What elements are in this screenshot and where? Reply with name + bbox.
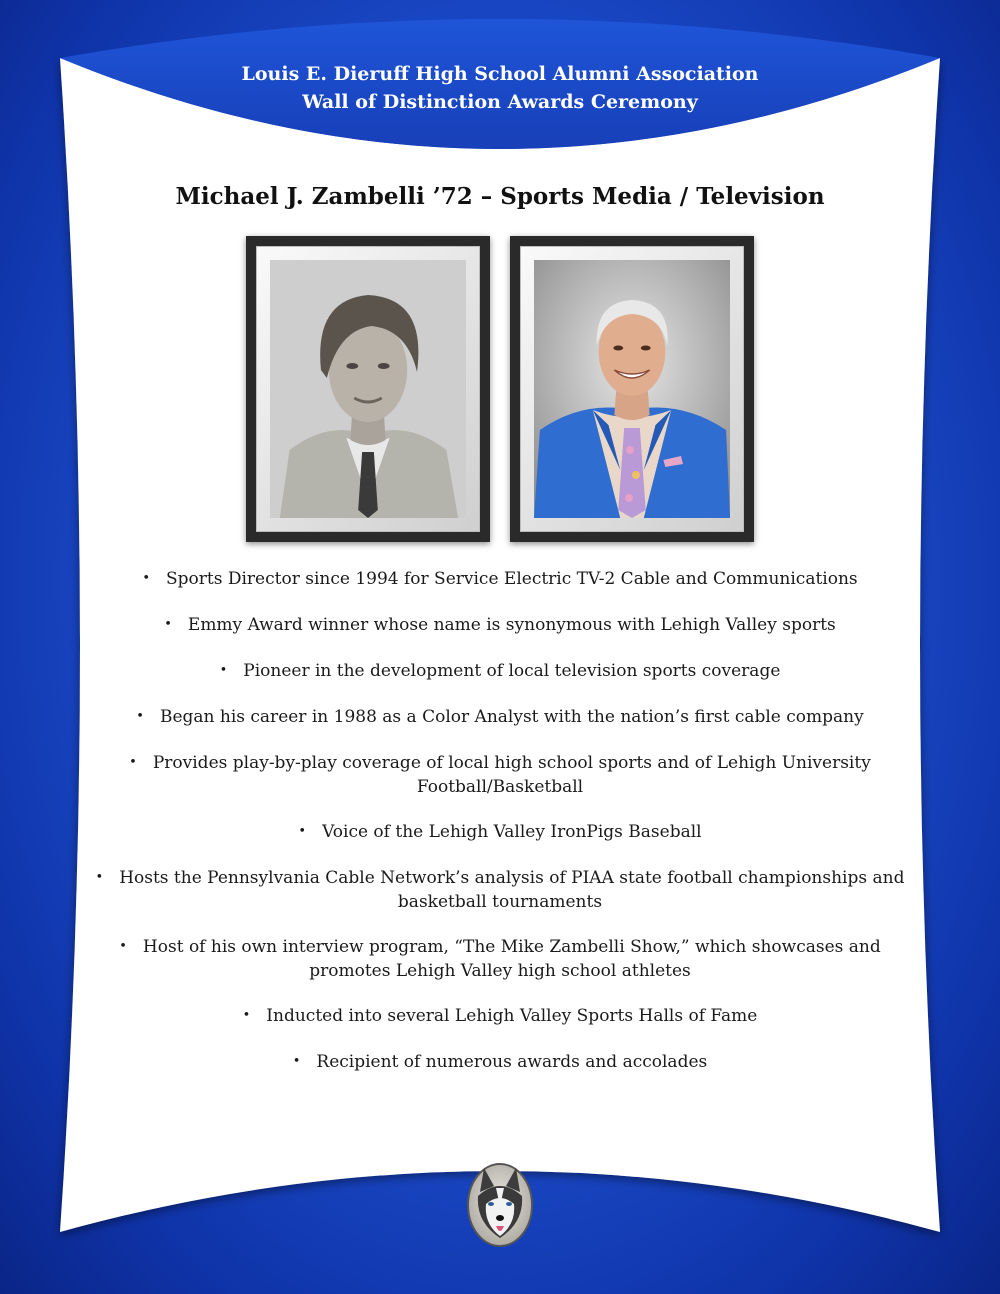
- bullet-icon: •: [292, 1054, 301, 1069]
- list-item: • Sports Director since 1994 for Service Electric TV-2 Cable and Communications: [142, 569, 858, 589]
- list-item: • Recipient of numerous awards and accolades: [292, 1052, 708, 1072]
- photo-mat: [520, 246, 744, 532]
- header-line-1: Louis E. Dieruff High School Alumni Association: [241, 63, 759, 85]
- list-item: • Inducted into several Lehigh Valley Sports Halls of Fame: [242, 1006, 758, 1026]
- list-item: • Hosts the Pennsylvania Cable Network’s analysis of PIAA state football championships and basketball tournaments: [95, 868, 905, 912]
- bullet-icon: •: [242, 1008, 251, 1023]
- bullet-icon: •: [119, 939, 127, 954]
- bullet-icon: •: [164, 617, 172, 632]
- list-item: • Began his career in 1988 as a Color Analyst with the nation’s first cable company: [136, 707, 864, 727]
- photo-frame-current: [510, 236, 754, 542]
- bullet-icon: •: [142, 571, 151, 586]
- husky-mascot-icon: [466, 1162, 534, 1248]
- bullet-icon: •: [95, 870, 104, 885]
- list-item: • Host of his own interview program, “The Mike Zambelli Show,” which showcases and promotes Lehigh Valley high school athletes: [119, 937, 881, 981]
- bullet-icon: •: [219, 663, 228, 678]
- photo-frame-yearbook: [246, 236, 490, 542]
- bullet-icon: •: [129, 755, 137, 770]
- list-item: • Provides play-by-play coverage of local high school sports and of Lehigh University Football/Basketball: [129, 753, 871, 797]
- honoree-title: Michael J. Zambelli ’72 – Sports Media / Television: [175, 183, 825, 210]
- current-portrait-image: [534, 260, 730, 518]
- yearbook-portrait-image: [270, 260, 466, 518]
- list-item: • Voice of the Lehigh Valley IronPigs Baseball: [298, 822, 702, 842]
- list-item: • Pioneer in the development of local television sports coverage: [219, 661, 781, 681]
- bullet-icon: •: [136, 709, 144, 724]
- bullet-icon: •: [298, 824, 307, 839]
- photo-mat: [256, 246, 480, 532]
- header: [0, 60, 1000, 116]
- header-line-2: Wall of Distinction Awards Ceremony: [302, 91, 698, 113]
- list-item: • Emmy Award winner whose name is synonymous with Lehigh Valley sports: [164, 615, 836, 635]
- accomplishments-list: [95, 568, 905, 1097]
